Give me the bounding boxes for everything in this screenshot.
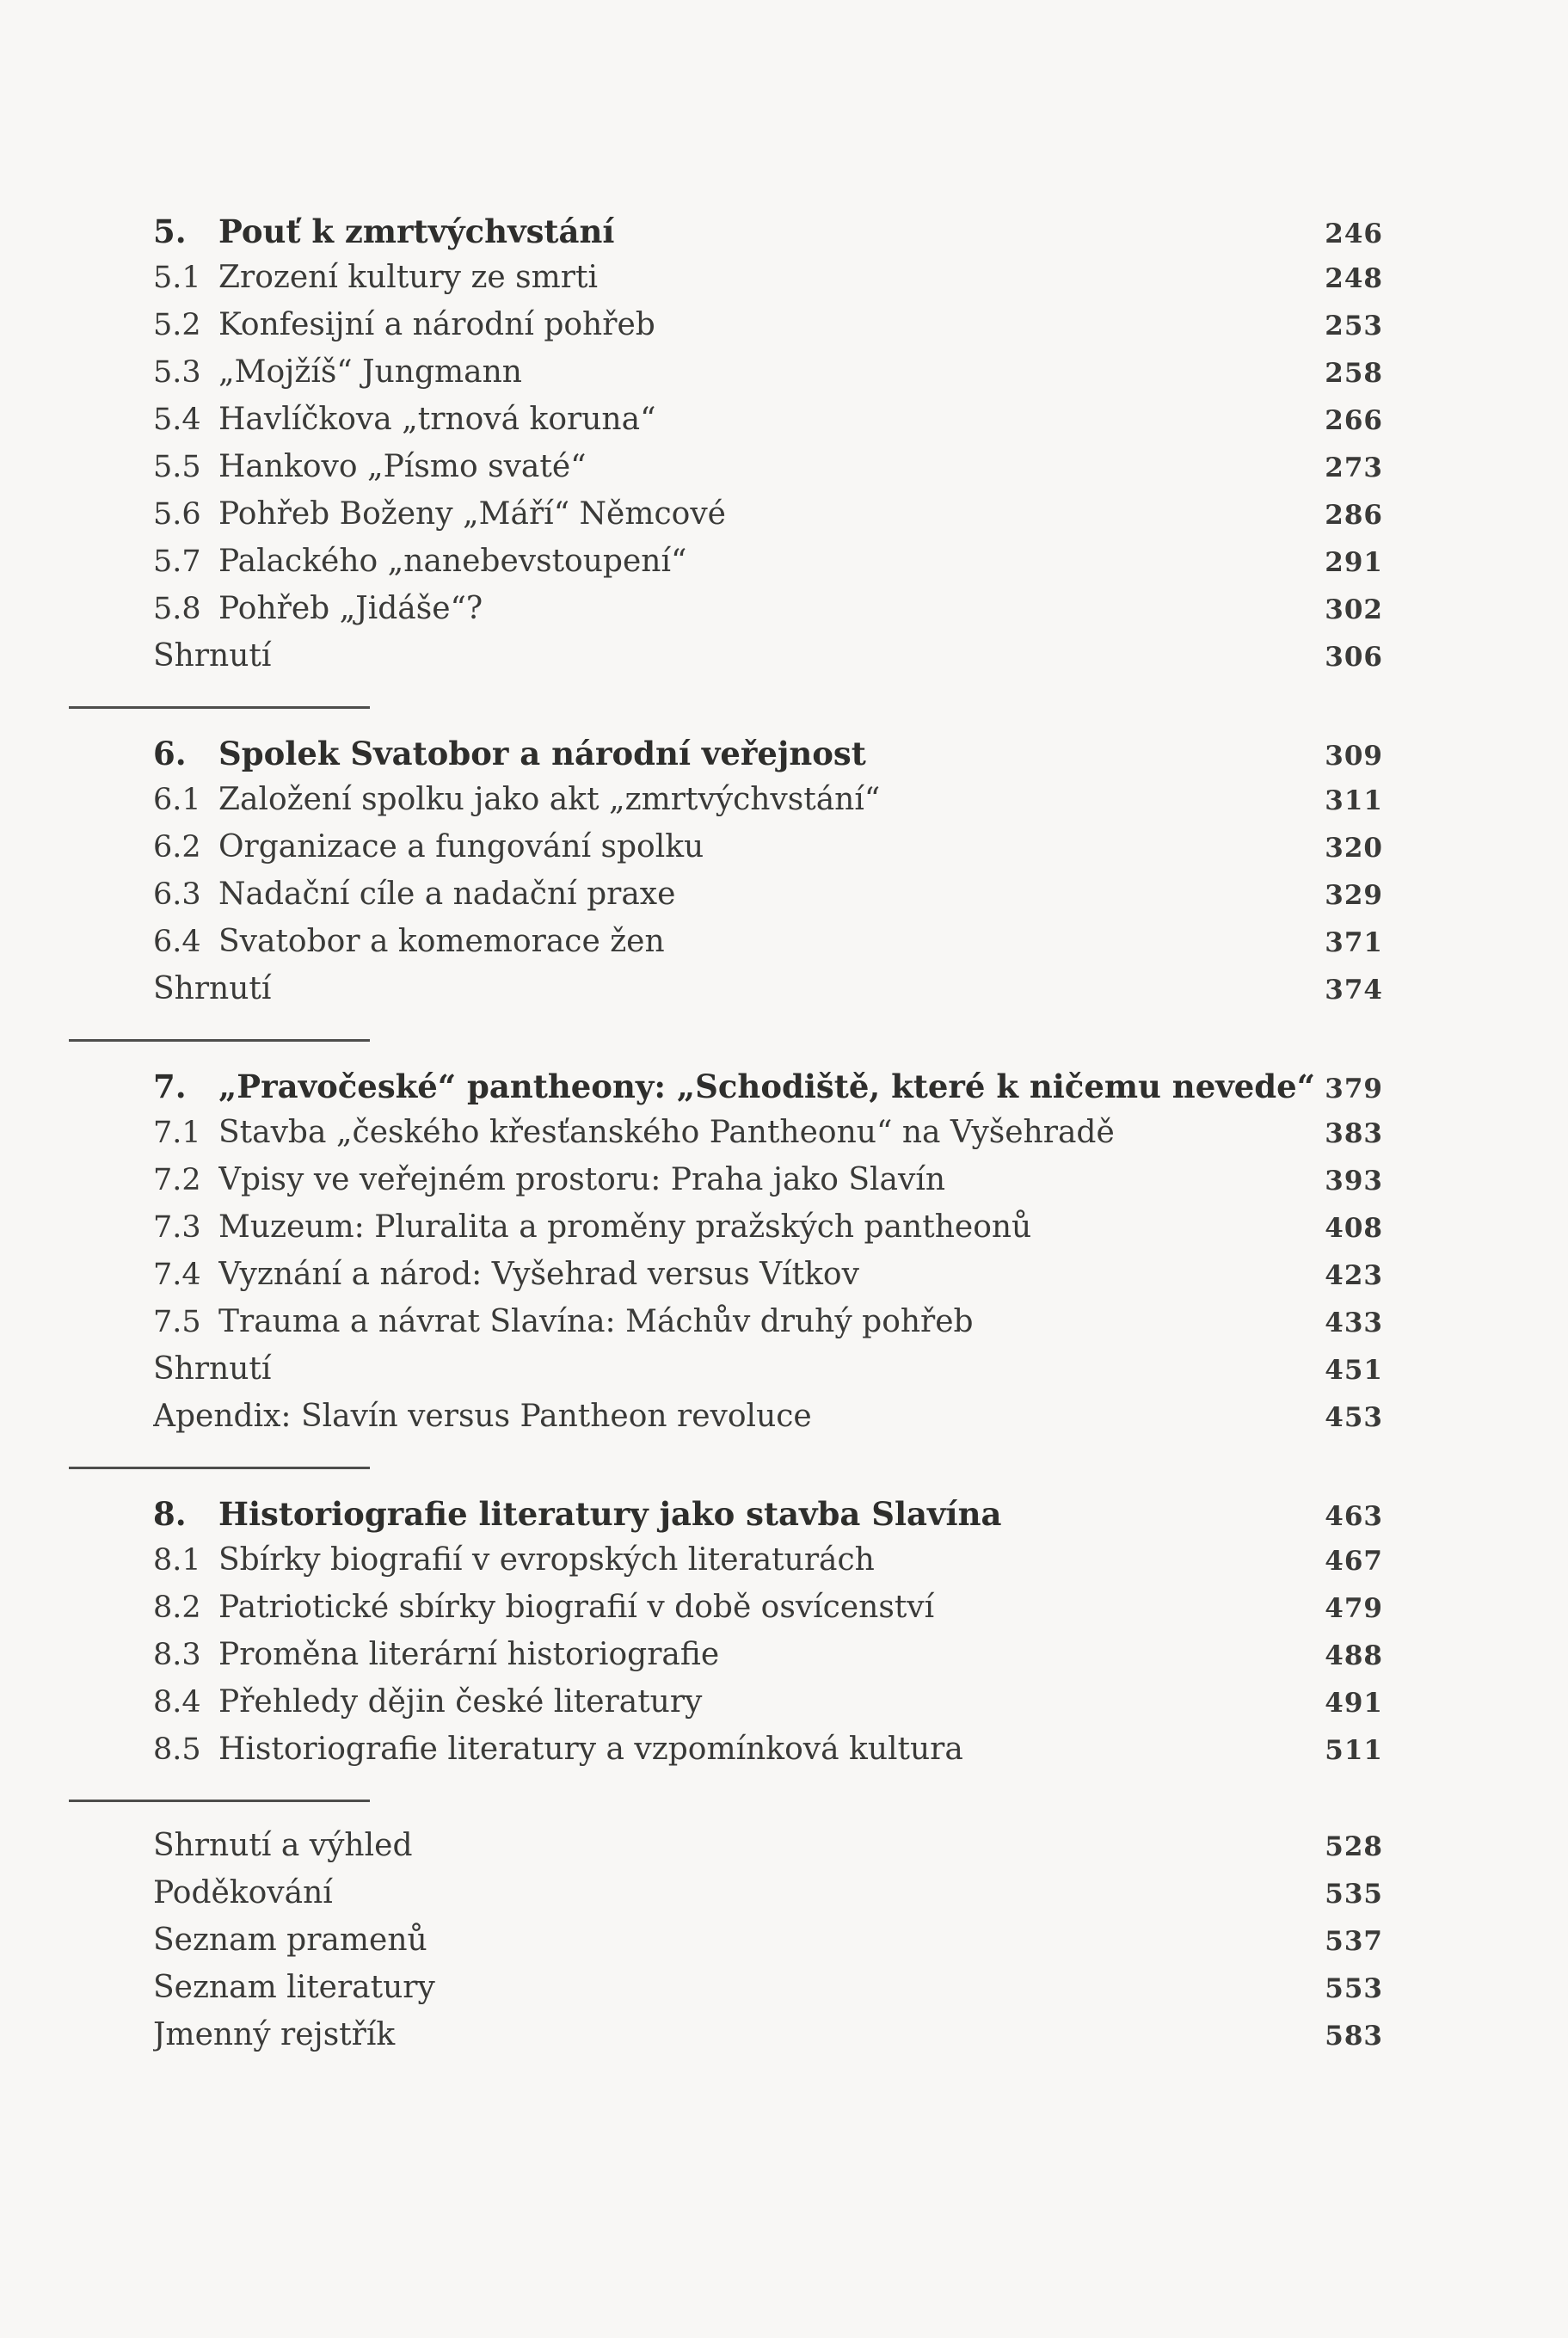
entry-page-number: 302 bbox=[1325, 594, 1383, 625]
entry-page-number: 379 bbox=[1325, 1074, 1383, 1104]
toc-entry bbox=[69, 354, 1383, 402]
entry-number: 7. bbox=[153, 1067, 187, 1105]
entry-page-number: 528 bbox=[1325, 1831, 1383, 1862]
entry-title: „Pravočeské“ pantheony: „Schodiště, které k ničemu nevede“ bbox=[218, 1067, 1315, 1105]
entry-title: Pouť k zmrtvýchvstání bbox=[218, 212, 615, 250]
toc-entry bbox=[69, 1684, 1383, 1732]
entry-title: Seznam literatury bbox=[153, 1970, 435, 2005]
entry-title: Poděkování bbox=[153, 1875, 333, 1910]
entry-number: 6.3 bbox=[153, 877, 201, 912]
entry-number: 8.5 bbox=[153, 1732, 201, 1767]
toc-entry bbox=[69, 782, 1383, 829]
entry-number: 7.5 bbox=[153, 1305, 201, 1339]
toc-entry bbox=[69, 2017, 1383, 2064]
entry-title: Apendix: Slavín versus Pantheon revoluce bbox=[153, 1399, 812, 1434]
toc-entry bbox=[69, 735, 1383, 782]
entry-title: Historiografie literatury a vzpomínková kultura bbox=[218, 1732, 963, 1767]
entry-page-number: 433 bbox=[1325, 1307, 1383, 1338]
section-divider bbox=[69, 1039, 370, 1042]
entry-number: 5.2 bbox=[153, 308, 201, 342]
entry-title: Palackého „nanebevstoupení“ bbox=[218, 544, 687, 579]
toc-entry bbox=[69, 877, 1383, 924]
entry-number: 7.4 bbox=[153, 1258, 201, 1292]
table-of-contents bbox=[69, 212, 1383, 2064]
entry-number: 8.3 bbox=[153, 1638, 201, 1672]
entry-title: Vyznání a národ: Vyšehrad versus Vítkov bbox=[218, 1257, 859, 1292]
entry-title: Nadační cíle a nadační praxe bbox=[218, 877, 676, 912]
entry-number: 8.1 bbox=[153, 1543, 201, 1578]
entry-page-number: 286 bbox=[1325, 500, 1383, 531]
toc-section bbox=[69, 1495, 1383, 1779]
entry-page-number: 537 bbox=[1325, 1926, 1383, 1957]
entry-page-number: 306 bbox=[1325, 642, 1383, 673]
entry-page-number: 393 bbox=[1325, 1166, 1383, 1197]
entry-number: 7.2 bbox=[153, 1163, 201, 1197]
entry-title: Shrnutí bbox=[153, 638, 272, 674]
entry-number: 5.8 bbox=[153, 592, 201, 626]
entry-page-number: 374 bbox=[1325, 975, 1383, 1006]
entry-title: „Mojžíš“ Jungmann bbox=[218, 354, 522, 390]
entry-number: 6.4 bbox=[153, 925, 201, 959]
toc-entry bbox=[69, 591, 1383, 638]
entry-title: Jmenný rejstřík bbox=[153, 2017, 396, 2052]
entry-page-number: 246 bbox=[1325, 218, 1383, 249]
entry-title: Pohřeb Boženy „Máří“ Němcové bbox=[218, 496, 726, 532]
entry-number: 5.4 bbox=[153, 403, 201, 437]
toc-entry bbox=[69, 1590, 1383, 1637]
entry-number: 5.5 bbox=[153, 450, 201, 484]
toc-entry bbox=[69, 1970, 1383, 2017]
toc-entry bbox=[69, 1495, 1383, 1542]
entry-title: Shrnutí a výhled bbox=[153, 1828, 413, 1863]
entry-title: Shrnutí bbox=[153, 971, 272, 1006]
entry-title: Patriotické sbírky biografií v době osvícenství bbox=[218, 1590, 935, 1625]
entry-title: Zrození kultury ze smrti bbox=[218, 260, 598, 295]
section-divider bbox=[69, 1800, 370, 1802]
toc-entry bbox=[69, 1828, 1383, 1875]
entry-number: 5.6 bbox=[153, 497, 201, 532]
toc-section bbox=[69, 735, 1383, 1018]
entry-page-number: 463 bbox=[1325, 1501, 1383, 1532]
entry-page-number: 423 bbox=[1325, 1260, 1383, 1291]
entry-page-number: 453 bbox=[1325, 1402, 1383, 1433]
entry-page-number: 253 bbox=[1325, 311, 1383, 341]
entry-page-number: 266 bbox=[1325, 405, 1383, 436]
entry-page-number: 291 bbox=[1325, 547, 1383, 578]
entry-title: Pohřeb „Jidáše“? bbox=[218, 591, 483, 626]
entry-title: Shrnutí bbox=[153, 1351, 272, 1387]
entry-title: Hankovo „Písmo svaté“ bbox=[218, 449, 587, 484]
toc-entry bbox=[69, 1304, 1383, 1351]
toc-entry bbox=[69, 1875, 1383, 1923]
entry-page-number: 535 bbox=[1325, 1879, 1383, 1910]
toc-entry bbox=[69, 260, 1383, 307]
entry-page-number: 371 bbox=[1325, 927, 1383, 958]
toc-entry bbox=[69, 544, 1383, 591]
toc-entry bbox=[69, 638, 1383, 686]
toc-section bbox=[69, 1067, 1383, 1446]
entry-title: Historiografie literatury jako stavba Slavína bbox=[218, 1495, 1002, 1533]
entry-number: 8. bbox=[153, 1495, 187, 1533]
toc-entry bbox=[69, 971, 1383, 1018]
entry-page-number: 383 bbox=[1325, 1118, 1383, 1149]
entry-title: Svatobor a komemorace žen bbox=[218, 924, 665, 959]
entry-title: Proměna literární historiografie bbox=[218, 1637, 720, 1672]
section-divider bbox=[69, 1467, 370, 1469]
entry-number: 5. bbox=[153, 212, 187, 250]
toc-entry bbox=[69, 1257, 1383, 1304]
toc-entry bbox=[69, 449, 1383, 496]
entry-page-number: 309 bbox=[1325, 741, 1383, 772]
toc-entry bbox=[69, 1162, 1383, 1209]
entry-page-number: 248 bbox=[1325, 263, 1383, 294]
toc-section bbox=[69, 212, 1383, 686]
entry-page-number: 511 bbox=[1325, 1735, 1383, 1766]
entry-page-number: 408 bbox=[1325, 1213, 1383, 1244]
section-divider bbox=[69, 706, 370, 709]
toc-entry bbox=[69, 1732, 1383, 1779]
entry-page-number: 553 bbox=[1325, 1973, 1383, 2004]
entry-number: 6. bbox=[153, 735, 187, 772]
entry-number: 8.4 bbox=[153, 1685, 201, 1720]
entry-title: Založení spolku jako akt „zmrtvýchvstání“ bbox=[218, 782, 881, 817]
entry-title: Muzeum: Pluralita a proměny pražských pantheonů bbox=[218, 1209, 1032, 1245]
entry-number: 5.7 bbox=[153, 545, 201, 579]
entry-title: Seznam pramenů bbox=[153, 1923, 427, 1958]
entry-number: 5.1 bbox=[153, 261, 201, 295]
entry-page-number: 320 bbox=[1325, 833, 1383, 864]
entry-number: 6.2 bbox=[153, 830, 201, 864]
entry-page-number: 258 bbox=[1325, 358, 1383, 389]
toc-entry bbox=[69, 1209, 1383, 1257]
entry-title: Trauma a návrat Slavína: Máchův druhý pohřeb bbox=[218, 1304, 974, 1339]
toc-entry bbox=[69, 1351, 1383, 1399]
toc-entry bbox=[69, 1923, 1383, 1970]
toc-entry bbox=[69, 1115, 1383, 1162]
entry-page-number: 329 bbox=[1325, 880, 1383, 911]
entry-page-number: 273 bbox=[1325, 452, 1383, 483]
entry-number: 7.1 bbox=[153, 1116, 201, 1150]
entry-number: 5.3 bbox=[153, 355, 201, 390]
entry-number: 8.2 bbox=[153, 1590, 201, 1625]
toc-entry bbox=[69, 212, 1383, 260]
entry-title: Havlíčkova „trnová koruna“ bbox=[218, 402, 656, 437]
toc-entry bbox=[69, 307, 1383, 354]
entry-title: Přehledy dějin české literatury bbox=[218, 1684, 703, 1720]
entry-page-number: 451 bbox=[1325, 1355, 1383, 1386]
toc-entry bbox=[69, 829, 1383, 877]
entry-page-number: 583 bbox=[1325, 2021, 1383, 2052]
entry-title: Vpisy ve veřejném prostoru: Praha jako Slavín bbox=[218, 1162, 946, 1197]
entry-page-number: 311 bbox=[1325, 785, 1383, 816]
entry-page-number: 491 bbox=[1325, 1688, 1383, 1719]
toc-entry bbox=[69, 1542, 1383, 1590]
toc-entry bbox=[69, 496, 1383, 544]
entry-number: 6.1 bbox=[153, 783, 201, 817]
entry-title: Stavba „českého křesťanského Pantheonu“ na Vyšehradě bbox=[218, 1115, 1115, 1150]
toc-entry bbox=[69, 924, 1383, 971]
entry-page-number: 479 bbox=[1325, 1593, 1383, 1624]
entry-title: Spolek Svatobor a národní veřejnost bbox=[218, 735, 866, 772]
toc-entry bbox=[69, 402, 1383, 449]
entry-title: Konfesijní a národní pohřeb bbox=[218, 307, 655, 342]
entry-page-number: 488 bbox=[1325, 1640, 1383, 1671]
toc-section bbox=[69, 1828, 1383, 2064]
toc-entry bbox=[69, 1637, 1383, 1684]
entry-number: 7.3 bbox=[153, 1210, 201, 1245]
toc-entry bbox=[69, 1067, 1383, 1115]
entry-page-number: 467 bbox=[1325, 1546, 1383, 1577]
toc-entry bbox=[69, 1399, 1383, 1446]
entry-title: Sbírky biografií v evropských literaturách bbox=[218, 1542, 875, 1578]
entry-title: Organizace a fungování spolku bbox=[218, 829, 704, 864]
